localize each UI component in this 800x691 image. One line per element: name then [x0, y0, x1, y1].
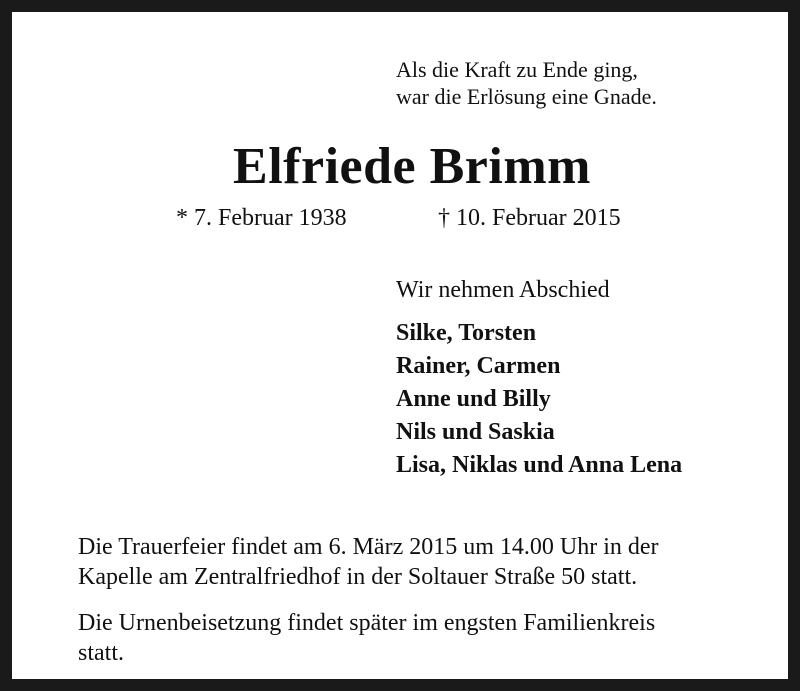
death-date: † 10. Februar 2015 [438, 205, 621, 231]
urn-burial-notice [78, 608, 655, 668]
service-line-1: Die Trauerfeier findet am 6. März 2015 um 14.00 Uhr in der [78, 534, 659, 560]
mourner-item: Anne und Billy [396, 386, 551, 412]
mourners-list [396, 317, 682, 482]
urn-line-2: statt. [78, 640, 124, 666]
funeral-service-notice [78, 532, 659, 592]
farewell-text: Wir nehmen Abschied [396, 277, 610, 303]
birth-date: * 7. Februar 1938 [176, 205, 347, 231]
motto-verse [396, 56, 657, 110]
mourner-item: Silke, Torsten [396, 320, 537, 346]
deceased-name: Elfriede Brimm [233, 138, 591, 195]
mourner-item: Lisa, Niklas und Anna Lena [396, 452, 683, 478]
urn-line-1: Die Urnenbeisetzung findet später im engsten Familienkreis [78, 610, 656, 636]
mourner-item: Rainer, Carmen [396, 353, 561, 379]
mourner-item: Nils und Saskia [396, 419, 555, 445]
motto-line-2: war die Erlösung eine Gnade. [396, 84, 657, 109]
motto-line-1: Als die Kraft zu Ende ging, [396, 57, 638, 82]
service-line-2: Kapelle am Zentralfriedhof in der Soltauer Straße 50 statt. [78, 564, 638, 590]
